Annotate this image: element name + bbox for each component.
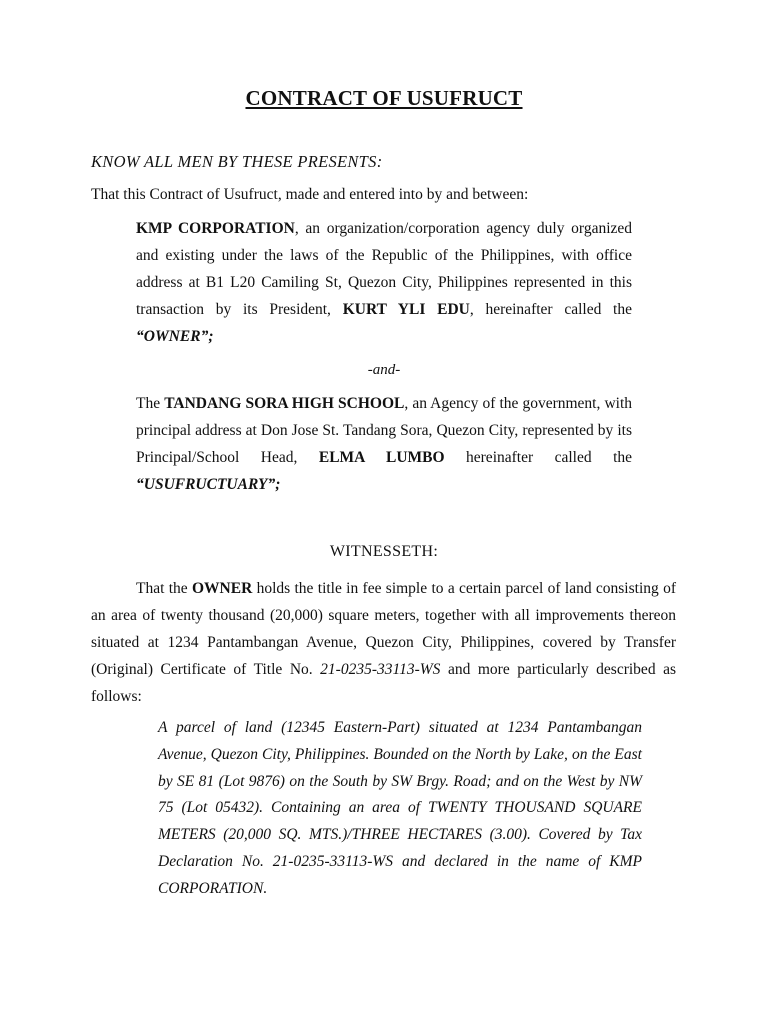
usufructuary-hereinafter: hereinafter called the xyxy=(444,449,633,466)
owner-hereinafter: , hereinafter called the xyxy=(469,301,632,318)
and-separator: -and- xyxy=(367,362,401,378)
presents-heading: KNOW ALL MEN BY THESE PRESENTS: xyxy=(91,152,383,171)
land-description-paragraph: A parcel of land (12345 Eastern-Part) situated at 1234 Pantambangan Avenue, Quezon City, Philippines. Bounded on the North by Lake, on the East by SE 81 (Lot 9876) on the South by SW Brgy. Road; and on the West by NW 75 (Lot 05432). Containing an area of TWENTY THOUSAND SQUARE METERS (20,000 SQ. MTS.)/THREE HECTARES (3.00). Covered by Tax Declaration No. 21-0235-33113-WS and declared in the name of KMP CORPORATION. xyxy=(158,719,642,897)
title-number: 21-0235-33113-WS xyxy=(320,661,441,678)
school-description: , an Agency of the government, with principal address at Don Jose St. Tandang Sora, Quezon City, represented by its Principal/School Head, xyxy=(136,395,632,466)
body-suffix: and more particularly described as follows: xyxy=(91,661,676,705)
party-owner-paragraph xyxy=(136,215,632,350)
owner-title-paragraph xyxy=(91,575,676,710)
contract-title: CONTRACT OF USUFRUCT xyxy=(245,86,523,110)
owner-description: , an organization/corporation agency duly organized and existing under the laws of the Republic of the Philippines, with office address at B1 L20 Camiling St, Quezon City, Philippines represented in this transaction by its President, xyxy=(136,220,633,318)
owner-president-name: KURT YLI EDU xyxy=(342,301,470,318)
body-prefix: That the xyxy=(136,580,192,597)
body-owner-word: OWNER xyxy=(191,580,253,597)
usufructuary-prefix: The xyxy=(136,395,165,412)
usufructuary-role: “USUFRUCTUARY”; xyxy=(136,476,281,493)
intro-sentence: That this Contract of Usufruct, made and entered into by and between: xyxy=(91,186,529,203)
body-text: holds the title in fee simple to a certain parcel of land consisting of an area of twenty thousand (20,000) square meters, together with all improvements thereon situated at 1234 Pantambangan Avenue, Quezon City, Philippines, covered by Transfer (Original) Certificate of Title No. xyxy=(91,580,676,678)
school-head-name: ELMA LUMBO xyxy=(318,449,445,466)
school-name: TANDANG SORA HIGH SCHOOL xyxy=(164,395,405,412)
owner-role: “OWNER”; xyxy=(136,328,214,345)
witnesseth-heading: WITNESSETH: xyxy=(329,543,439,560)
party-usufructuary-paragraph xyxy=(136,390,632,498)
owner-company-name: KMP CORPORATION xyxy=(136,220,295,237)
